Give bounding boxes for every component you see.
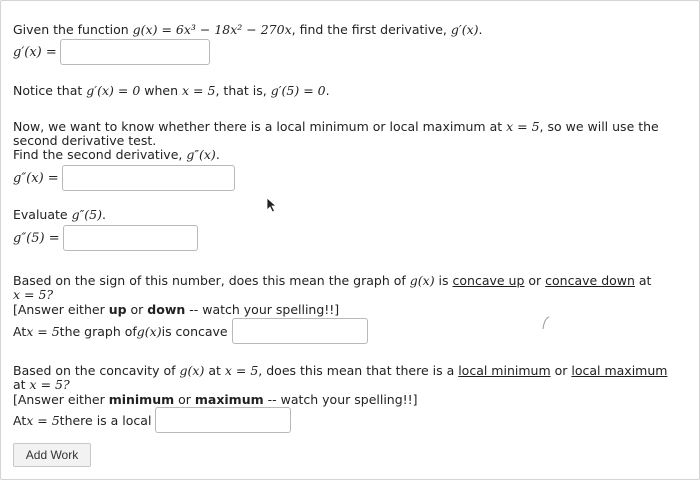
q4-ans-prefix: At [13,323,27,339]
q5-expr1: g(x) [179,363,205,378]
notice-expr1: g′(x) = 0 [86,83,141,98]
add-work-button[interactable]: Add Work [13,443,91,467]
concave-up-option: concave up [452,273,525,288]
first-derivative-expression: g′(x) [450,22,479,37]
q4-expr: g(x) [409,273,435,288]
q3-expr: g″(5) [71,207,102,222]
question4-line1 [13,273,651,289]
concavity-answer-row [13,318,368,344]
ibeam-cursor-icon [540,316,550,330]
notice-prefix: Notice that [13,83,87,98]
second-derivative-row [13,165,235,191]
second-derivative-at-5-input[interactable] [63,225,198,251]
concave-down-option: concave down [545,273,635,288]
q5-line2-expr: x = 5? [29,377,70,392]
q4-ans-expr1: x = 5 [26,323,60,339]
question5-line1 [13,363,667,379]
q5-instr-minimum: minimum [108,392,175,407]
extremum-answer-row [13,407,291,433]
q5-instr-prefix: [Answer either [13,392,109,407]
q1-suffix: . [478,22,483,37]
second-derivative-label: g″(x) = [13,170,59,186]
notice-text [13,83,330,99]
q5-ans-prefix: At [13,412,27,428]
q4-ans-expr2: g(x) [136,323,162,339]
q4-instr-or: or [126,302,148,317]
q4-instr-prefix: [Answer either [13,302,109,317]
question5-instructions [13,392,418,408]
q4-instr-down: down [147,302,186,317]
local-minimum-option: local minimum [458,363,551,378]
question1-text [13,22,483,38]
question4-line2 [13,287,53,303]
q4-or: or [524,273,546,288]
first-derivative-row [13,39,210,65]
q2-line3-prefix: Find the second derivative, [13,147,187,162]
q5-ans-expr: x = 5 [26,412,60,428]
q2-line1-suffix: , so we will use the [539,119,659,134]
notice-suffix: . [325,83,330,98]
q4-instr-suffix: -- watch your spelling!!] [185,302,340,317]
notice-expr2: x = 5 [182,83,216,98]
question5-line2 [13,377,70,393]
q4-ans-mid: the graph of [59,323,137,339]
q2-line3-suffix: . [215,147,220,162]
q1-prefix: Given the function [13,22,133,37]
first-derivative-input[interactable] [60,39,210,65]
q2-line1-expr: x = 5 [506,119,540,134]
q4-prefix: Based on the sign of this number, does this mean the graph of [13,273,410,288]
second-derivative-at-5-row [13,225,198,251]
q4-line2: x = 5? [13,287,54,302]
q4-ans-suffix: is concave [161,323,228,339]
q5-instr-maximum: maximum [194,392,264,407]
question4-instructions [13,302,339,318]
q5-instr-or: or [174,392,195,407]
extremum-input[interactable] [155,407,291,433]
question2-line3 [13,147,220,163]
function-expression: g(x) = 6x³ − 18x² − 270x [132,22,292,37]
second-derivative-at-5-label: g″(5) = [13,230,60,246]
q5-instr-suffix: -- watch your spelling!!] [263,392,418,407]
q4-suffix: at [634,273,652,288]
second-derivative-expression: g″(x) [186,147,216,162]
q4-mid: is [434,273,453,288]
q5-mid: at [204,363,225,378]
q5-expr2: x = 5 [224,363,259,378]
q3-prefix: Evaluate [13,207,72,222]
q4-instr-up: up [108,302,127,317]
concavity-input[interactable] [232,318,368,344]
second-derivative-input[interactable] [62,165,235,191]
q2-line2: second derivative test. [13,133,157,148]
q2-line1-prefix: Now, we want to know whether there is a local minimum or local maximum at [13,119,507,134]
first-derivative-label: g′(x) = [13,44,57,60]
local-maximum-option: local maximum [571,363,668,378]
notice-mid2: , that is, [215,83,271,98]
q3-suffix: . [101,207,106,222]
notice-mid1: when [140,83,183,98]
arrow-cursor-icon [266,197,278,213]
q5-mid2: , does this mean that there is a [258,363,459,378]
q5-ans-suffix: there is a local [59,412,152,428]
q5-prefix: Based on the concavity of [13,363,180,378]
notice-expr3: g′(5) = 0 [270,83,326,98]
question3-text [13,207,106,223]
q5-or: or [550,363,572,378]
q1-mid: , find the first derivative, [291,22,451,37]
q5-line2-prefix: at [13,377,30,392]
